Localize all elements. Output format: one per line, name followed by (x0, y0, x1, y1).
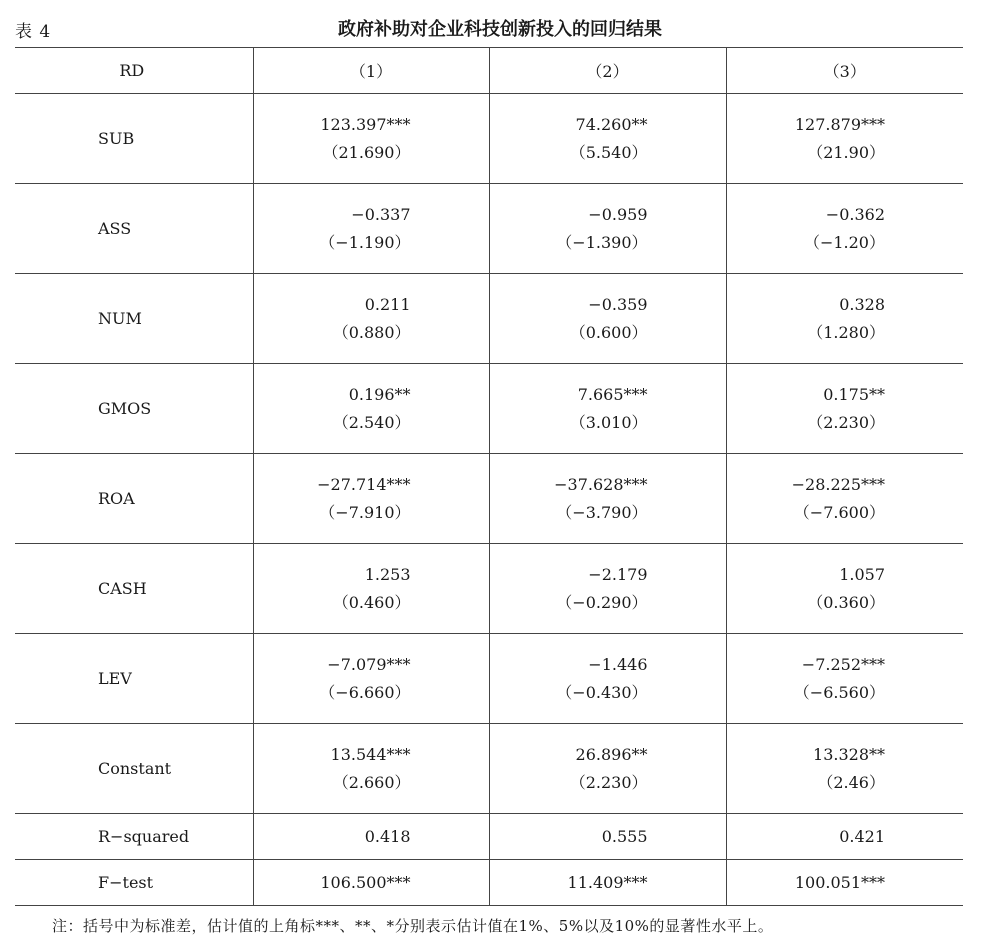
std-error: （−3.790） (556, 502, 648, 522)
coefficient: −28.225*** (791, 474, 885, 494)
table-title: 政府补助对企业科技创新投入的回归结果 (338, 19, 662, 40)
cell (726, 724, 963, 814)
cell (726, 634, 963, 724)
variable-name: SUB (15, 94, 253, 184)
statistic-value: 100.051*** (794, 872, 885, 892)
header-row (15, 48, 963, 94)
table-row-r-squared (15, 814, 963, 860)
statistic-value: 0.555 (601, 826, 648, 846)
table-row-ass (15, 184, 963, 274)
cell (726, 544, 963, 634)
coefficient: −0.337 (351, 204, 411, 224)
statistic-value: 0.421 (839, 826, 885, 846)
coefficient: 123.397*** (320, 114, 411, 134)
cell (489, 724, 726, 814)
std-error: （2.230） (569, 772, 648, 792)
cell (253, 724, 489, 814)
cell (253, 364, 489, 454)
cell (726, 814, 963, 860)
std-error: （5.540） (569, 142, 648, 162)
coefficient: 74.260** (575, 114, 648, 134)
cell (253, 274, 489, 364)
std-error: （−1.20） (803, 232, 885, 252)
cell (489, 274, 726, 364)
coefficient: 1.057 (839, 564, 885, 584)
coefficient: 0.196** (348, 384, 411, 404)
coefficient: 1.253 (364, 564, 411, 584)
std-error: （3.010） (569, 412, 648, 432)
coefficient: 26.896** (575, 744, 648, 764)
cell (253, 184, 489, 274)
table-row-sub (15, 94, 963, 184)
std-error: （−7.600） (793, 502, 885, 522)
coefficient: 0.211 (364, 294, 411, 314)
cell (489, 184, 726, 274)
std-error: （2.540） (332, 412, 411, 432)
std-error: （0.600） (569, 322, 648, 342)
cell (253, 544, 489, 634)
table-row-gmos (15, 364, 963, 454)
statistic-name: F−test (15, 860, 253, 906)
std-error: （0.880） (332, 322, 411, 342)
variable-name: ASS (15, 184, 253, 274)
coefficient: −0.959 (588, 204, 648, 224)
std-error: （1.280） (807, 322, 885, 342)
coefficient: 127.879*** (794, 114, 885, 134)
cell (253, 860, 489, 906)
std-error: （21.90） (807, 142, 885, 162)
header-row-label: RD (15, 48, 253, 94)
std-error: （2.660） (332, 772, 411, 792)
table-label: 表 4 (15, 22, 52, 42)
coefficient: 0.175** (823, 384, 885, 404)
variable-name: LEV (15, 634, 253, 724)
std-error: （0.460） (332, 592, 411, 612)
statistic-name: R−squared (15, 814, 253, 860)
variable-name: GMOS (15, 364, 253, 454)
variable-name: ROA (15, 454, 253, 544)
cell (253, 454, 489, 544)
table-row-cash (15, 544, 963, 634)
cell (253, 814, 489, 860)
std-error: （−1.190） (319, 232, 411, 252)
coefficient: 7.665*** (577, 384, 648, 404)
std-error: （0.360） (807, 592, 885, 612)
cell (726, 94, 963, 184)
cell (489, 544, 726, 634)
coefficient: −2.179 (588, 564, 648, 584)
std-error: （−7.910） (319, 502, 411, 522)
coefficient: −27.714*** (317, 474, 411, 494)
cell (726, 184, 963, 274)
table-row-constant (15, 724, 963, 814)
coefficient: 13.328** (813, 744, 885, 764)
table-note: 注：括号中为标准差，估计值的上角标***、**、*分别表示估计值在1%、5%以及10%的显著性水平上。 (52, 917, 774, 935)
coefficient: −1.446 (588, 654, 648, 674)
cell (489, 364, 726, 454)
coefficient: −0.359 (588, 294, 648, 314)
header-column-2: （2） (489, 48, 726, 94)
cell (726, 454, 963, 544)
std-error: （2.230） (807, 412, 885, 432)
std-error: （−0.290） (556, 592, 648, 612)
table-row-lev (15, 634, 963, 724)
std-error: （−6.660） (319, 682, 411, 702)
cell (253, 94, 489, 184)
coefficient: 0.328 (839, 294, 885, 314)
coefficient: −7.079*** (327, 654, 411, 674)
variable-name: CASH (15, 544, 253, 634)
cell (489, 814, 726, 860)
coefficient: 13.544*** (330, 744, 411, 764)
header-column-1: （1） (253, 48, 489, 94)
statistic-value: 106.500*** (320, 872, 411, 892)
table-row-num (15, 274, 963, 364)
coefficient: −37.628*** (554, 474, 648, 494)
std-error: （21.690） (322, 142, 411, 162)
table-row-roa (15, 454, 963, 544)
cell (489, 454, 726, 544)
std-error: （−0.430） (556, 682, 648, 702)
variable-name: Constant (15, 724, 253, 814)
statistic-value: 11.409*** (567, 872, 648, 892)
table-caption (0, 0, 1000, 48)
cell (489, 860, 726, 906)
coefficient: −7.252*** (801, 654, 885, 674)
std-error: （−6.560） (793, 682, 885, 702)
statistic-value: 0.418 (364, 826, 411, 846)
variable-name: NUM (15, 274, 253, 364)
header-column-3: （3） (726, 48, 963, 94)
coefficient: −0.362 (825, 204, 885, 224)
cell (726, 274, 963, 364)
cell (726, 860, 963, 906)
cell (253, 634, 489, 724)
cell (489, 634, 726, 724)
regression-table (15, 47, 963, 906)
std-error: （−1.390） (556, 232, 648, 252)
cell (489, 94, 726, 184)
table-row-f-test (15, 860, 963, 906)
cell (726, 364, 963, 454)
std-error: （2.46） (817, 772, 885, 792)
